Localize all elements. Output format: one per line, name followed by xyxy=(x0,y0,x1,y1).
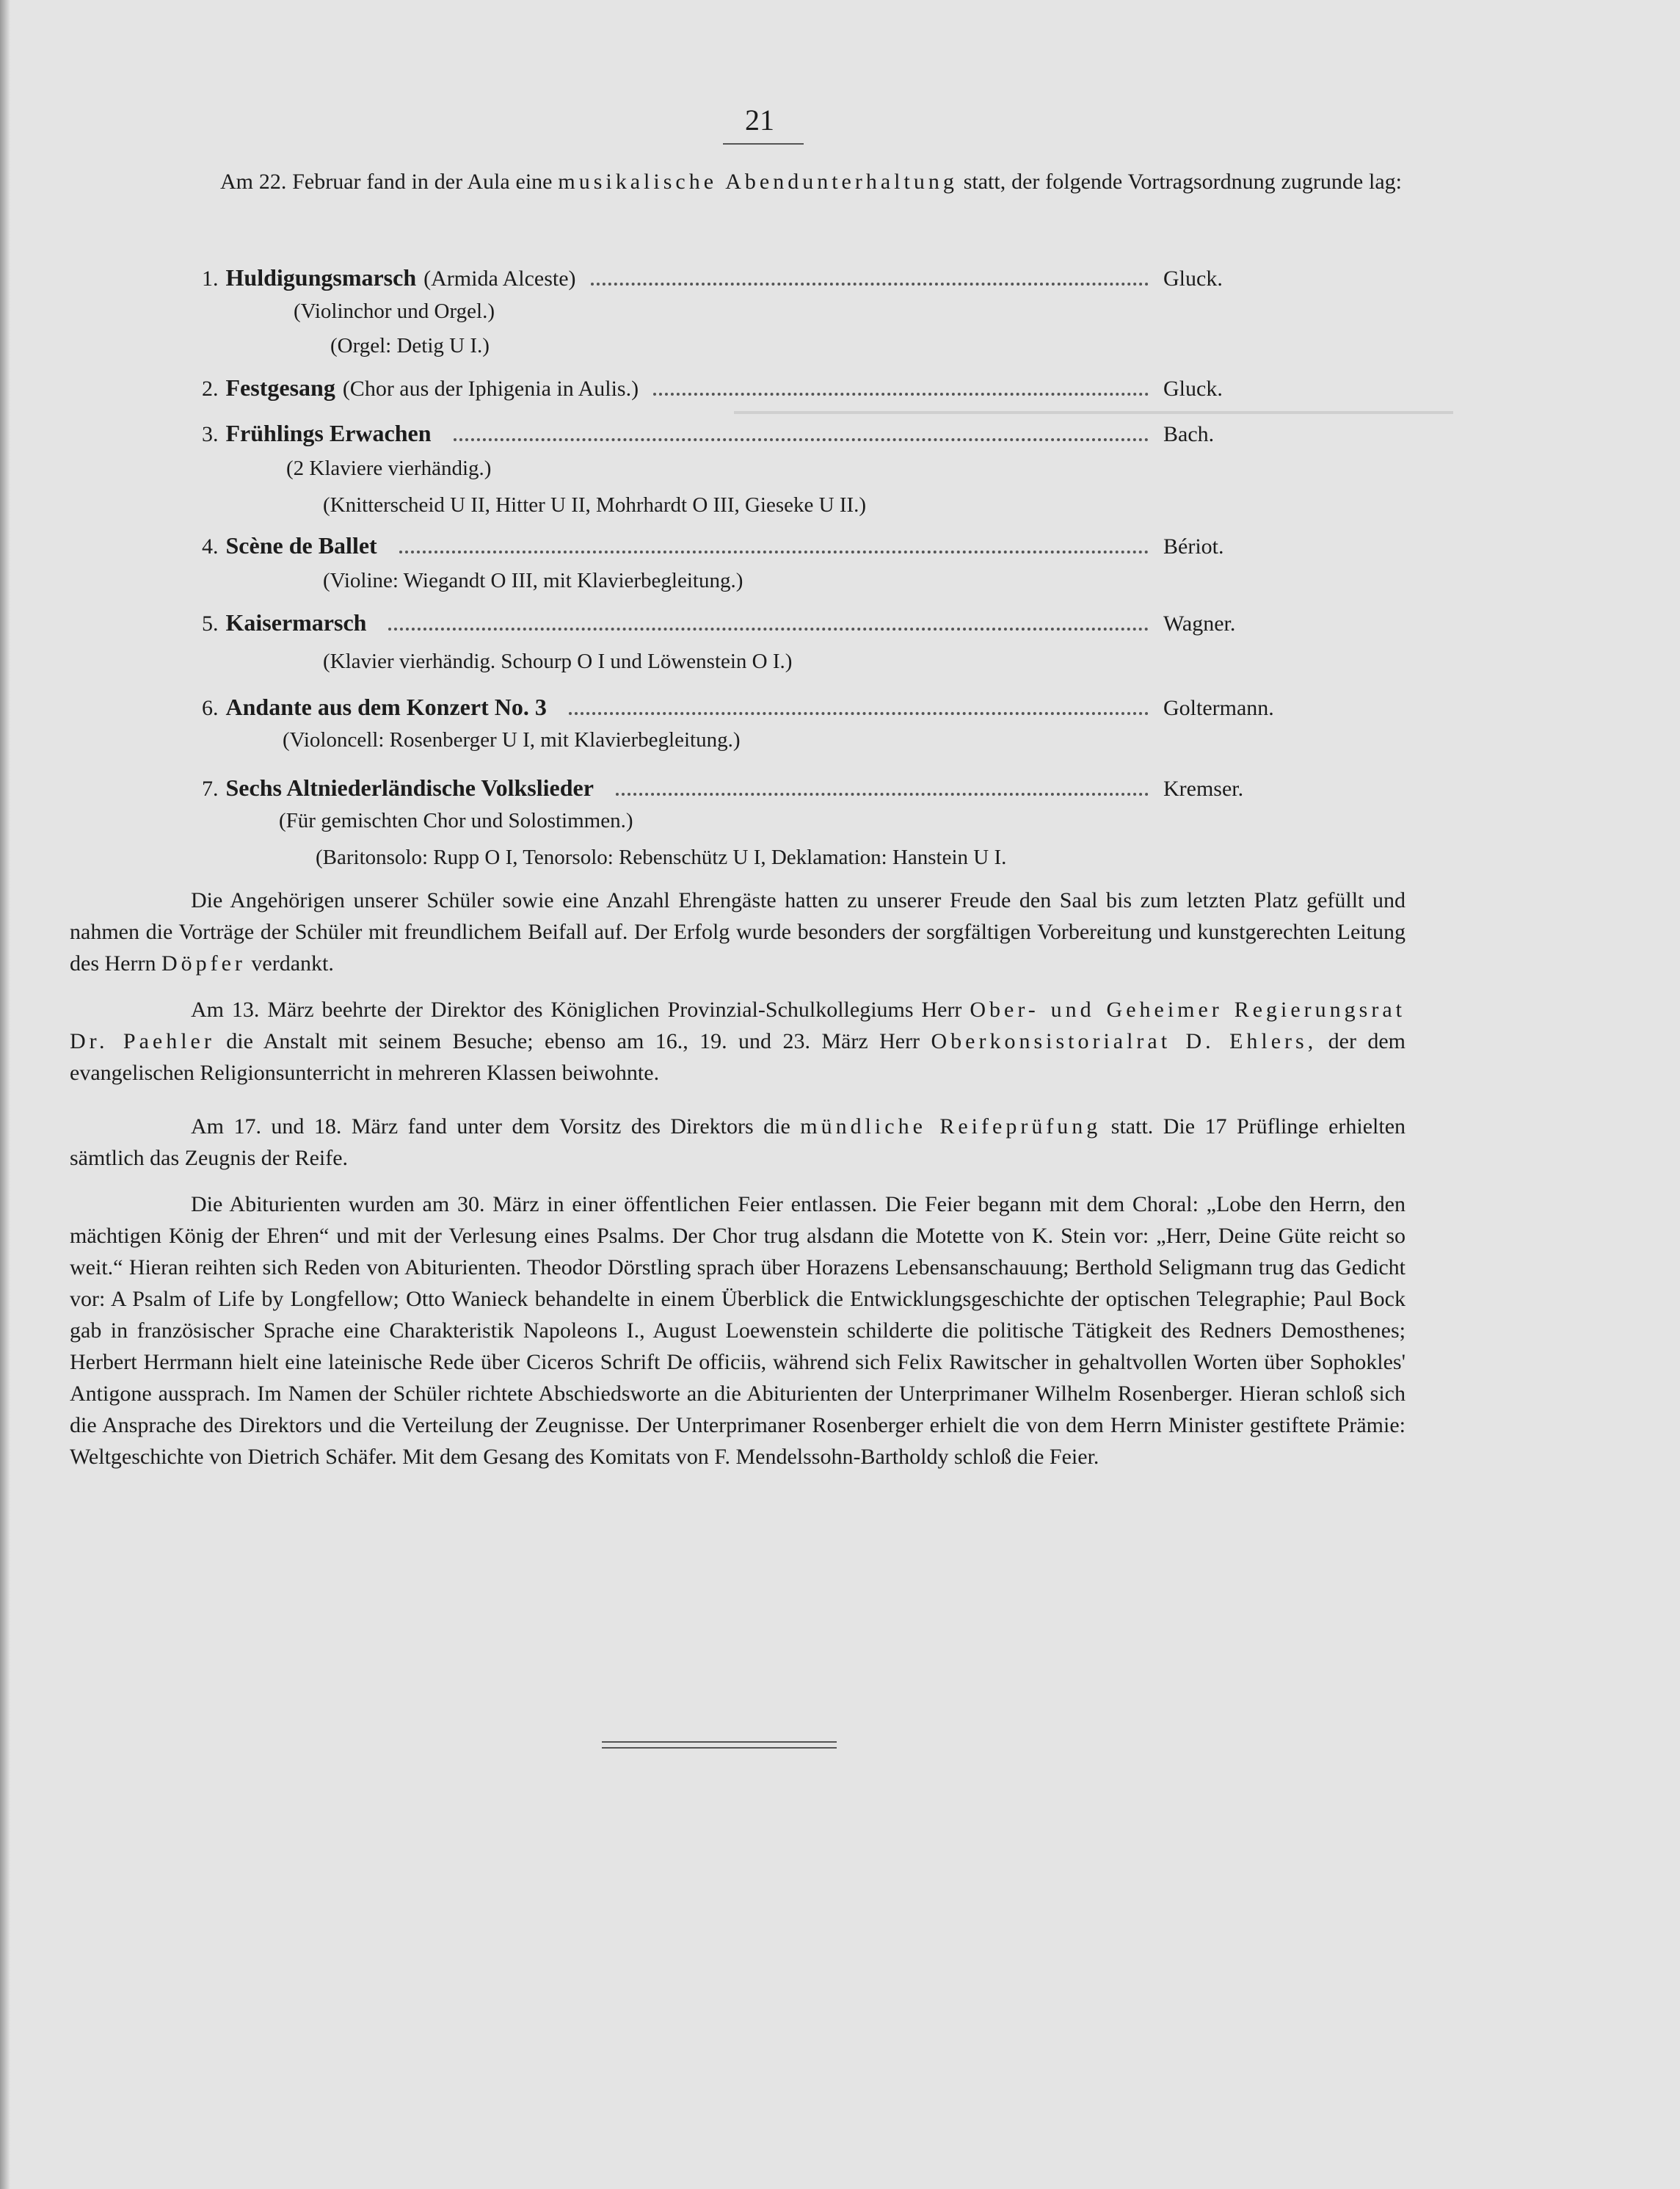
item-detail: (Violine: Wiegandt O III, mit Klavierbegleitung.) xyxy=(323,569,743,592)
item-detail: (2 Klaviere vierhändig.) xyxy=(286,457,492,480)
item-number: 7. xyxy=(202,777,219,801)
item-title: Kaisermarsch xyxy=(225,609,367,636)
item-number: 5. xyxy=(202,611,219,636)
item-title: Huldigungsmarsch xyxy=(225,264,417,291)
item-number: 3. xyxy=(202,422,219,446)
emphasis: mündliche Reifeprüfung xyxy=(800,1114,1102,1139)
scan-edge-shadow xyxy=(0,0,10,2189)
item-detail: (Baritonsolo: Rupp O I, Tenorsolo: Rebenschütz U I, Deklamation: Hanstein U I. xyxy=(316,846,1007,869)
end-rule xyxy=(602,1741,837,1743)
leader-dots xyxy=(653,393,1149,396)
leader-dots xyxy=(591,283,1149,286)
item-detail: (Violinchor und Orgel.) xyxy=(294,300,495,323)
paragraph-text: Die Angehörigen unserer Schüler sowie eine Anzahl Ehrengäste hatten zu unserer Freude den Saal bis zum letzten Platz gefüllt und nahmen die Vorträge der Schüler mit freundlichem Beifall auf. Der Erfolg wurde besonders der sorgfältigen Vorbereitung und kunstgerechten Leitung des Herrn xyxy=(70,888,1406,976)
composer: Goltermann. xyxy=(1163,696,1274,720)
paragraph-text: statt. Die 17 Prüflinge erhielten sämtlich das Zeugnis der Reife. xyxy=(70,1114,1406,1170)
composer: Kremser. xyxy=(1163,777,1244,801)
paragraph-visits xyxy=(70,994,1406,1089)
program-item xyxy=(202,532,1406,559)
item-title: Frühlings Erwachen xyxy=(225,420,432,446)
item-detail: (Violoncell: Rosenberger U I, mit Klavierbegleitung.) xyxy=(283,728,741,752)
intro-text: Am 22. Februar fand in der Aula eine xyxy=(220,170,553,194)
leader-dots xyxy=(616,793,1149,796)
report-body xyxy=(70,885,1406,1487)
item-detail: (Knitterscheid U II, Hitter U II, Mohrhardt O III, Gieseke U II.) xyxy=(323,493,867,517)
leader-dots xyxy=(388,628,1149,631)
paragraph-text: Am 13. März beehrte der Direktor des Königlichen Provinzial-Schulkollegiums Herr xyxy=(191,998,962,1022)
item-detail: (Orgel: Detig U I.) xyxy=(330,334,490,357)
item-detail: (Klavier vierhändig. Schourp O I und Löwenstein O I.) xyxy=(323,650,793,673)
paragraph-exam xyxy=(70,1111,1406,1174)
intro-paragraph xyxy=(73,165,1402,199)
composer: Bériot. xyxy=(1163,534,1224,559)
page-number-underline xyxy=(723,143,804,145)
intro-emphasis: musikalische Abendunterhaltung xyxy=(558,170,958,194)
paragraph-graduation: Die Abiturienten wurden am 30. März in einer öffentlichen Feier entlassen. Die Feier begann mit dem Choral: „Lobe den Herrn, den mächtigen König der Ehren“ und mit der Verlesung eines Psalms. Der Chor trug alsdann die Motette von K. Stein vor: „Herr, Deine Güte reicht so weit.“ Hieran reihten sich Reden von Abiturienten. Theodor Dörstling sprach über Horazens Lebensanschauung; Berthold Seligmann trug das Gedicht vor: A Psalm of Life by Longfellow; Otto Wanieck behandelte in einem Überblick die Entwicklungsgeschichte der optischen Telegraphie; Paul Bock gab in französischer Sprache eine Charakteristik Napoleons I., August Loewenstein schilderte die politische Tätigkeit des Redners Demosthenes; Herbert Herrmann hielt eine lateinische Rede über Ciceros Schrift De officiis, während sich Felix Rawitscher in gehaltvollen Worten über Sophokles' Antigone aussprach. Im Namen der Schüler richtete Abschiedsworte an die Abiturienten der Unterprimaner Wilhelm Rosenberger. Hieran schloß sich die Ansprache des Direktors und die Verteilung der Zeugnisse. Der Unterprimaner Rosenberger erhielt die von dem Herrn Minister gestiftete Prämie: Weltgeschichte von Dietrich Schäfer. Mit dem Gesang des Komitats von F. Mendelssohn-Bartholdy schloß die Feier. xyxy=(70,1192,1406,1469)
program-item xyxy=(202,374,1406,402)
paragraph-text: der dem evangelischen Religionsunterricht in mehreren Klassen beiwohnte. xyxy=(70,1029,1406,1085)
paragraph-text: verdankt. xyxy=(251,951,334,976)
end-rule xyxy=(602,1747,837,1749)
item-note: (Armida Alceste) xyxy=(423,266,576,291)
person-name: Döpfer xyxy=(161,951,246,976)
program-item xyxy=(202,609,1406,636)
bleed-through-rule xyxy=(734,411,1453,414)
paragraph-audience xyxy=(70,885,1406,979)
item-number: 2. xyxy=(202,377,219,401)
leader-dots xyxy=(399,551,1149,553)
item-title: Andante aus dem Konzert No. 3 xyxy=(225,694,547,720)
item-note: (Chor aus der Iphigenia in Aulis.) xyxy=(342,377,639,401)
composer: Bach. xyxy=(1163,422,1215,446)
item-title: Sechs Altniederländische Volkslieder xyxy=(225,774,594,801)
item-number: 6. xyxy=(202,696,219,720)
paragraph-text: Am 17. und 18. März fand unter dem Vorsitz des Direktors die xyxy=(191,1114,790,1139)
intro-text-end: statt, der folgende Vortragsordnung zugrunde lag: xyxy=(963,170,1403,194)
item-number: 4. xyxy=(202,534,219,559)
item-title: Scène de Ballet xyxy=(225,532,377,559)
program-item xyxy=(202,420,1406,447)
leader-dots xyxy=(454,438,1149,441)
person-name: Oberkonsistorialrat D. Ehlers, xyxy=(931,1029,1317,1053)
program-item xyxy=(202,774,1406,802)
person-name: Ober- und Geheimer Regierungsrat Dr. Paehler xyxy=(70,998,1406,1053)
page-number: 21 xyxy=(745,104,774,137)
paragraph-text: die Anstalt mit seinem Besuche; ebenso am 16., 19. und 23. März Herr xyxy=(226,1029,920,1053)
program-item xyxy=(202,694,1406,721)
composer: Wagner. xyxy=(1163,611,1236,636)
composer: Gluck. xyxy=(1163,377,1223,401)
item-detail: (Für gemischten Chor und Solostimmen.) xyxy=(279,809,633,832)
item-number: 1. xyxy=(202,266,219,291)
program-item xyxy=(202,264,1406,291)
item-title: Festgesang xyxy=(225,374,335,401)
composer: Gluck. xyxy=(1163,266,1223,291)
leader-dots xyxy=(569,712,1149,715)
